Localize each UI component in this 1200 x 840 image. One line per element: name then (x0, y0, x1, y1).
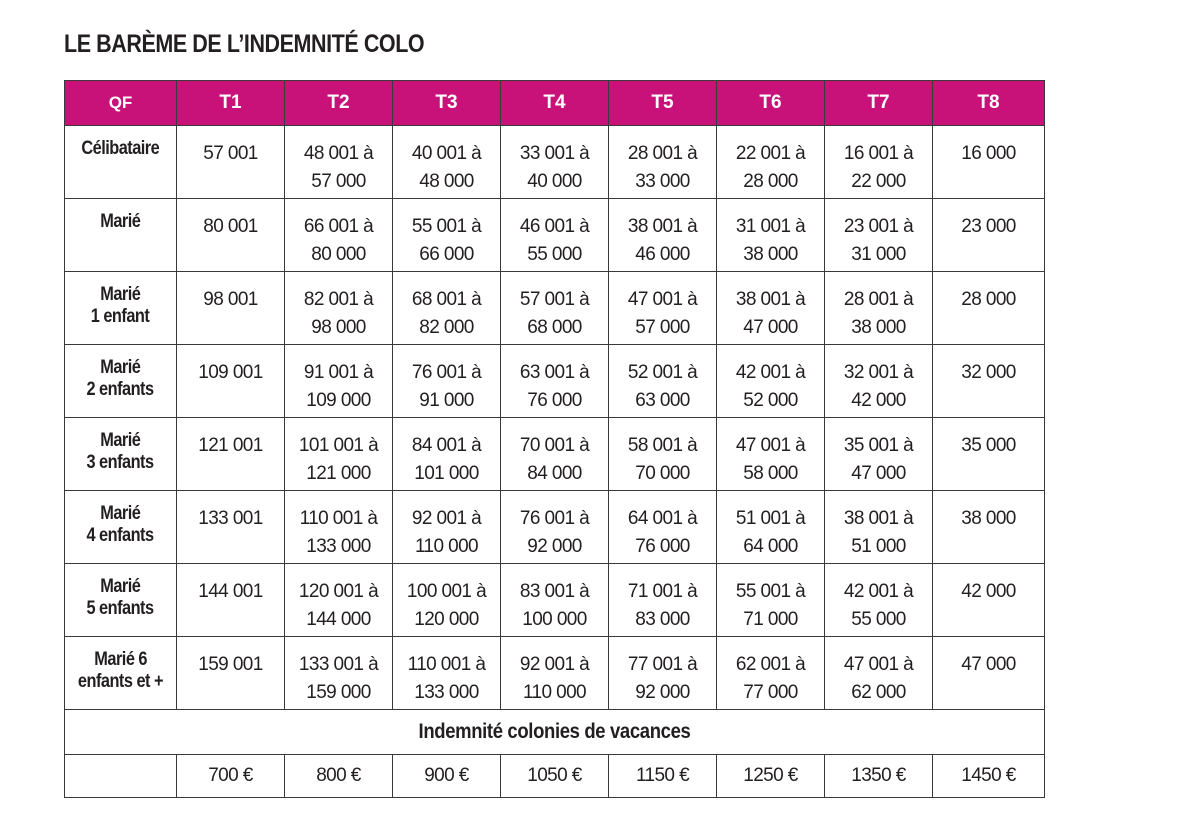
cell-line: 62 001 à (735, 654, 806, 675)
table-cell (285, 199, 393, 272)
cell-line: 42 000 (851, 390, 906, 411)
table-cell (933, 126, 1045, 199)
table-row (65, 637, 1045, 710)
cell-line: 16 001 à (843, 143, 914, 164)
cell-line: 51 000 (851, 536, 906, 557)
table-cell (177, 637, 285, 710)
table-row (65, 272, 1045, 345)
cell-line: 82 001 à (303, 289, 374, 310)
header-row (65, 81, 1045, 126)
cell-line: 38 001 à (627, 216, 698, 237)
cell-line: 32 001 à (843, 362, 914, 383)
cell-line: 133 000 (414, 682, 479, 703)
table-cell (717, 491, 825, 564)
table-cell (825, 272, 933, 345)
cell-line: 68 000 (527, 317, 582, 338)
cell-line: 144 001 (198, 581, 263, 602)
table-cell (609, 637, 717, 710)
table-body (65, 126, 1045, 710)
table-cell (285, 491, 393, 564)
cell-line: 58 000 (743, 463, 798, 484)
table-cell (501, 126, 609, 199)
table-cell (825, 345, 933, 418)
row-label-line: Célibataire (81, 138, 160, 159)
table-row (65, 126, 1045, 199)
table-cell (609, 199, 717, 272)
row-label-line: 5 enfants (86, 598, 155, 619)
row-label-cell (65, 564, 177, 637)
table-row (65, 345, 1045, 418)
section-label-cell (65, 710, 1045, 755)
table-cell (177, 564, 285, 637)
cell-line: 120 001 à (298, 581, 379, 602)
table-cell (177, 272, 285, 345)
cell-line: 76 001 à (411, 362, 482, 383)
cell-line: 42 001 à (843, 581, 914, 602)
table-cell (825, 126, 933, 199)
cell-line: 47 000 (851, 463, 906, 484)
cell-line: 46 000 (635, 244, 690, 265)
cell-line: 133 001 à (298, 654, 379, 675)
amount-row (65, 755, 1045, 798)
row-label-line: Marié (100, 284, 141, 305)
cell-line: 64 000 (743, 536, 798, 557)
cell-line: 16 000 (961, 143, 1016, 164)
cell-line: 55 001 à (735, 581, 806, 602)
row-label-cell (65, 126, 177, 199)
cell-line: 38 000 (743, 244, 798, 265)
cell-line: 77 001 à (627, 654, 698, 675)
table-cell (393, 564, 501, 637)
cell-line: 98 000 (311, 317, 366, 338)
table-cell (825, 637, 933, 710)
cell-line: 92 001 à (519, 654, 590, 675)
column-header-t2: T2 (285, 81, 393, 126)
cell-line: 40 001 à (411, 143, 482, 164)
cell-line: 80 001 (203, 216, 258, 237)
row-label-cell (65, 345, 177, 418)
cell-line: 33 000 (635, 171, 690, 192)
table-cell (717, 564, 825, 637)
section-label: Indemnité colonies de vacances (418, 720, 691, 743)
cell-line: 82 000 (419, 317, 474, 338)
cell-line: 42 000 (961, 581, 1016, 602)
cell-line: 58 001 à (627, 435, 698, 456)
column-header-t5: T5 (609, 81, 717, 126)
cell-line: 109 000 (306, 390, 371, 411)
table-cell (717, 272, 825, 345)
table-cell (717, 126, 825, 199)
amount-cell: 1350 € (825, 755, 933, 798)
row-label-line: enfants et + (77, 671, 164, 692)
cell-line: 133 000 (306, 536, 371, 557)
row-label-cell (65, 637, 177, 710)
cell-line: 63 000 (635, 390, 690, 411)
table-cell (609, 491, 717, 564)
amount-cell: 1250 € (717, 755, 825, 798)
column-header-t1: T1 (177, 81, 285, 126)
cell-line: 98 001 (203, 289, 258, 310)
table-cell (501, 345, 609, 418)
cell-line: 38 001 à (843, 508, 914, 529)
cell-line: 47 000 (743, 317, 798, 338)
column-header-t3: T3 (393, 81, 501, 126)
cell-line: 52 000 (743, 390, 798, 411)
table-cell (285, 126, 393, 199)
table-cell (825, 564, 933, 637)
row-label-line: Marié (100, 430, 141, 451)
table-cell (933, 199, 1045, 272)
table-cell (285, 564, 393, 637)
amount-cell: 1150 € (609, 755, 717, 798)
table-cell (933, 345, 1045, 418)
cell-line: 47 001 à (627, 289, 698, 310)
table-cell (177, 345, 285, 418)
cell-line: 63 001 à (519, 362, 590, 383)
table-cell (285, 637, 393, 710)
cell-line: 100 001 à (406, 581, 487, 602)
cell-line: 70 001 à (519, 435, 590, 456)
cell-line: 32 000 (961, 362, 1016, 383)
cell-line: 57 000 (311, 171, 366, 192)
table-cell (393, 199, 501, 272)
cell-line: 68 001 à (411, 289, 482, 310)
table-cell (393, 491, 501, 564)
cell-line: 144 000 (306, 609, 371, 630)
table-cell (285, 418, 393, 491)
amount-empty-cell (65, 755, 177, 798)
cell-line: 28 001 à (843, 289, 914, 310)
bareme-table (64, 80, 1045, 798)
row-label-line: 2 enfants (86, 379, 155, 400)
cell-line: 55 000 (851, 609, 906, 630)
cell-line: 35 001 à (843, 435, 914, 456)
table-cell (609, 564, 717, 637)
cell-line: 110 000 (522, 682, 587, 703)
table-cell (933, 272, 1045, 345)
table-cell (609, 126, 717, 199)
cell-line: 64 001 à (627, 508, 698, 529)
cell-line: 84 001 à (411, 435, 482, 456)
table-row (65, 418, 1045, 491)
amount-cell: 900 € (393, 755, 501, 798)
cell-line: 92 000 (635, 682, 690, 703)
cell-line: 38 000 (851, 317, 906, 338)
cell-line: 121 000 (306, 463, 371, 484)
cell-line: 47 001 à (843, 654, 914, 675)
table-row (65, 199, 1045, 272)
cell-line: 120 000 (414, 609, 479, 630)
cell-line: 55 000 (527, 244, 582, 265)
row-label-cell (65, 418, 177, 491)
table-cell (717, 418, 825, 491)
cell-line: 71 001 à (627, 581, 698, 602)
cell-line: 52 001 à (627, 362, 698, 383)
table-cell (285, 272, 393, 345)
cell-line: 46 001 à (519, 216, 590, 237)
table-cell (717, 345, 825, 418)
cell-line: 47 000 (961, 654, 1016, 675)
cell-line: 159 000 (306, 682, 371, 703)
table-cell (177, 199, 285, 272)
cell-line: 31 000 (851, 244, 906, 265)
table-cell (501, 272, 609, 345)
table-cell (501, 418, 609, 491)
table-cell (393, 126, 501, 199)
cell-line: 66 001 à (303, 216, 374, 237)
cell-line: 38 001 à (735, 289, 806, 310)
cell-line: 40 000 (527, 171, 582, 192)
cell-line: 91 001 à (303, 362, 374, 383)
table-cell (393, 272, 501, 345)
cell-line: 76 000 (527, 390, 582, 411)
cell-line: 57 001 à (519, 289, 590, 310)
cell-line: 101 000 (414, 463, 479, 484)
row-label-line: Marié (100, 503, 141, 524)
cell-line: 47 001 à (735, 435, 806, 456)
cell-line: 121 001 (198, 435, 263, 456)
column-header-qf: QF (65, 81, 177, 126)
table-cell (177, 491, 285, 564)
table-cell (825, 491, 933, 564)
page-title: LE BARÈME DE L’INDEMNITÉ COLO (64, 30, 425, 58)
cell-line: 70 000 (635, 463, 690, 484)
section-row (65, 710, 1045, 755)
row-label-line: Marié (100, 211, 141, 232)
column-header-t8: T8 (933, 81, 1045, 126)
table-cell (393, 418, 501, 491)
cell-line: 38 000 (961, 508, 1016, 529)
cell-line: 35 000 (961, 435, 1016, 456)
cell-line: 22 001 à (735, 143, 806, 164)
cell-line: 23 001 à (843, 216, 914, 237)
column-header-t6: T6 (717, 81, 825, 126)
table-cell (933, 637, 1045, 710)
table-cell (393, 637, 501, 710)
cell-line: 110 001 à (299, 508, 378, 529)
table-row (65, 564, 1045, 637)
table-cell (177, 418, 285, 491)
table-cell (609, 345, 717, 418)
table-cell (609, 418, 717, 491)
cell-line: 76 001 à (519, 508, 590, 529)
cell-line: 101 001 à (298, 435, 379, 456)
table-cell (825, 418, 933, 491)
cell-line: 91 000 (419, 390, 474, 411)
cell-line: 110 000 (414, 536, 479, 557)
amount-cell: 1450 € (933, 755, 1045, 798)
cell-line: 66 000 (419, 244, 474, 265)
amount-cell: 700 € (177, 755, 285, 798)
row-label-line: 1 enfant (91, 306, 150, 327)
row-label-line: Marié (100, 357, 141, 378)
cell-line: 133 001 (198, 508, 263, 529)
cell-line: 28 000 (961, 289, 1016, 310)
cell-line: 109 001 (198, 362, 263, 383)
table-cell (717, 637, 825, 710)
table-row (65, 491, 1045, 564)
row-label-cell (65, 491, 177, 564)
cell-line: 28 000 (743, 171, 798, 192)
row-label-cell (65, 199, 177, 272)
column-header-t4: T4 (501, 81, 609, 126)
cell-line: 77 000 (743, 682, 798, 703)
cell-line: 92 001 à (411, 508, 482, 529)
cell-line: 31 001 à (735, 216, 806, 237)
table-cell (933, 564, 1045, 637)
table-cell (933, 418, 1045, 491)
cell-line: 83 001 à (519, 581, 590, 602)
cell-line: 80 000 (311, 244, 366, 265)
cell-line: 76 000 (635, 536, 690, 557)
cell-line: 159 001 (198, 654, 263, 675)
table-cell (501, 637, 609, 710)
cell-line: 22 000 (851, 171, 906, 192)
column-header-t7: T7 (825, 81, 933, 126)
cell-line: 55 001 à (411, 216, 482, 237)
cell-line: 62 000 (851, 682, 906, 703)
table-cell (393, 345, 501, 418)
table-cell (933, 491, 1045, 564)
cell-line: 92 000 (527, 536, 582, 557)
table-cell (177, 126, 285, 199)
cell-line: 57 000 (635, 317, 690, 338)
cell-line: 48 000 (419, 171, 474, 192)
cell-line: 28 001 à (627, 143, 698, 164)
row-label-line: Marié (100, 576, 141, 597)
row-label-cell (65, 272, 177, 345)
table-cell (501, 491, 609, 564)
cell-line: 57 001 (203, 143, 258, 164)
table-cell (501, 564, 609, 637)
cell-line: 83 000 (635, 609, 690, 630)
row-label-line: 4 enfants (86, 525, 155, 546)
cell-line: 33 001 à (519, 143, 590, 164)
table-cell (285, 345, 393, 418)
cell-line: 42 001 à (735, 362, 806, 383)
table-cell (609, 272, 717, 345)
table-cell (501, 199, 609, 272)
cell-line: 84 000 (527, 463, 582, 484)
amount-cell: 800 € (285, 755, 393, 798)
table-cell (825, 199, 933, 272)
cell-line: 110 001 à (407, 654, 486, 675)
table-cell (717, 199, 825, 272)
cell-line: 100 000 (522, 609, 587, 630)
cell-line: 51 001 à (735, 508, 806, 529)
cell-line: 48 001 à (303, 143, 374, 164)
cell-line: 71 000 (743, 609, 798, 630)
row-label-line: 3 enfants (86, 452, 155, 473)
amount-cell: 1050 € (501, 755, 609, 798)
cell-line: 23 000 (961, 216, 1016, 237)
row-label-line: Marié 6 (94, 649, 147, 670)
